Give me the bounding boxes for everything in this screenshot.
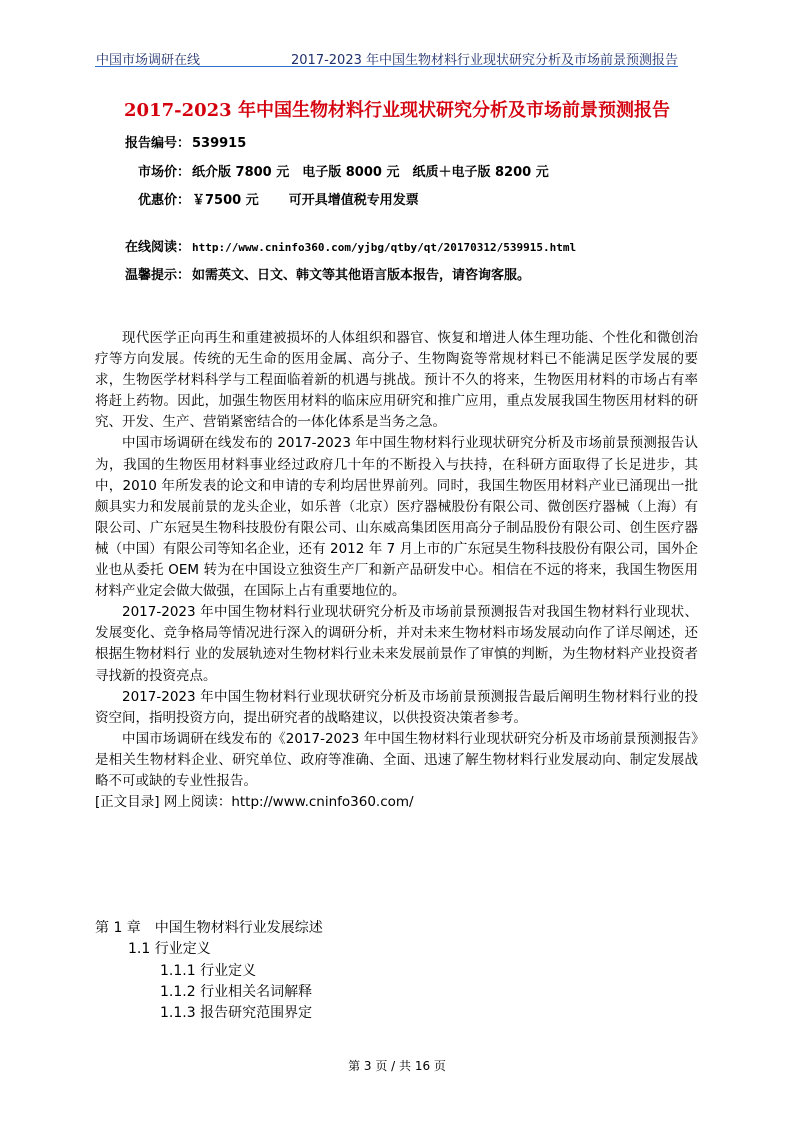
toc-item-1-1-2: 1.1.2 行业相关名词解释 (160, 984, 313, 1000)
online-read-row (110, 236, 576, 255)
report-title: 2017-2023 年中国生物材料行业现状研究分析及市场前景预测报告 (124, 100, 670, 121)
header-report-title: 2017-2023 年中国生物材料行业现状研究分析及市场前景预测报告 (291, 53, 678, 68)
report-number-label: 报告编号： (124, 136, 190, 151)
invoice-note: 可开具增值税专用发票 (288, 193, 419, 208)
price-value: 纸介版 7800 元 电子版 8000 元 纸质＋电子版 8200 元 (192, 165, 549, 180)
toc-section-1-1: 1.1 行业定义 (128, 941, 211, 957)
page-number: 第 3 页 / 共 16 页 (348, 1059, 446, 1073)
paragraph: 2017-2023 年中国生物材料行业现状研究分析及市场前景预测报告最后阐明生物材料行业的投资空间，指明投资方向，提出研究者的战略建议，以供投资决策者参考。 (95, 688, 698, 726)
toc-item-1-1-1: 1.1.1 行业定义 (160, 963, 257, 979)
report-number-value: 539915 (192, 136, 247, 151)
report-summary (95, 328, 698, 813)
online-read-label: 在线阅读： (124, 240, 190, 255)
price-label: 市场价： (137, 165, 190, 180)
online-read-link[interactable]: http://www.cninfo360.com/yjbg/qtby/qt/20170312/539915.html (192, 241, 577, 254)
toc-item-1-1-3: 1.1.3 报告研究范围界定 (160, 1005, 313, 1021)
header-divider (95, 66, 678, 67)
paragraph: 中国市场调研在线发布的《2017-2023 年中国生物材料行业现状研究分析及市场前景预测报告》是相关生物材料企业、研究单位、政府等准确、全面、迅速了解生物材料行业发展动向、制定发展战略不可或缺的专业性报告。 (95, 730, 698, 789)
report-number-row (110, 132, 246, 151)
paragraph: 中国市场调研在线发布的 2017-2023 年中国生物材料行业现状研究分析及市场前景预测报告认为，我国的生物医用材料事业经过政府几十年的不断投入与扶持，在科研方面取得了长足进步，其中，2010 年所发表的论文和申请的专利均居世界前列。同时，我国生物医用材料产业已涌现出一批颇具实力和发展前景的龙头企业，如乐普（北京）医疗器械股份有限公司、微创医疗器械（上海）有限公司、广东冠昊生物科技股份有限公司、山东威高集团医用高分子制品股份有限公司、创生医疗器械（中国）有限公司等知名企业，还有 2012 年 7 月上市的广东冠昊生物科技股份有限公司，国外企业也从委托 OEM 转为在中国设立独资生产厂和新产品研发中心。相信在不远的将来，我国生物医用材料产业定会做大做强，在国际上占有重要地位的。 (95, 435, 698, 600)
toc-online-link[interactable]: [正文目录] 网上阅读：http://www.cninfo360.com/ (95, 794, 414, 811)
toc-chapter-1: 第 1 章 中国生物材料行业发展综述 (95, 920, 323, 936)
discount-value: ￥7500 元 (192, 193, 259, 208)
discount-label: 优惠价： (137, 193, 190, 208)
header-site-name: 中国市场调研在线 (96, 53, 201, 68)
notice-row (110, 264, 530, 283)
notice-value: 如需英文、日文、韩文等其他语言版本报告，请咨询客服。 (192, 268, 531, 283)
price-row (110, 161, 549, 180)
paragraph: 2017-2023 年中国生物材料行业现状研究分析及市场前景预测报告对我国生物材料行业现状、发展变化、竞争格局等情况进行深入的调研分析，并对未来生物材料市场发展动向作了详尽阐述，还根据生物材料行 业的发展轨迹对生物材料行业未来发展前景作了审慎的判断，为生物材料产业投资者寻找新的投资亮点。 (95, 604, 698, 684)
notice-label: 温馨提示： (124, 268, 190, 283)
discount-row (110, 189, 419, 208)
paragraph: 现代医学正向再生和重建被损坏的人体组织和器官、恢复和增进人体生理功能、个性化和微创治疗等方向发展。传统的无生命的医用金属、高分子、生物陶瓷等常规材料已不能满足医学发展的要求，生物医学材料科学与工程面临着新的机遇与挑战。预计不久的将来，生物医用材料的市场占有率将赶上药物。因此，加强生物医用材料的临床应用研究和推广应用，重点发展我国生物医用材料的研究、开发、生产、营销紧密结合的一体化体系是当务之急。 (95, 330, 698, 431)
